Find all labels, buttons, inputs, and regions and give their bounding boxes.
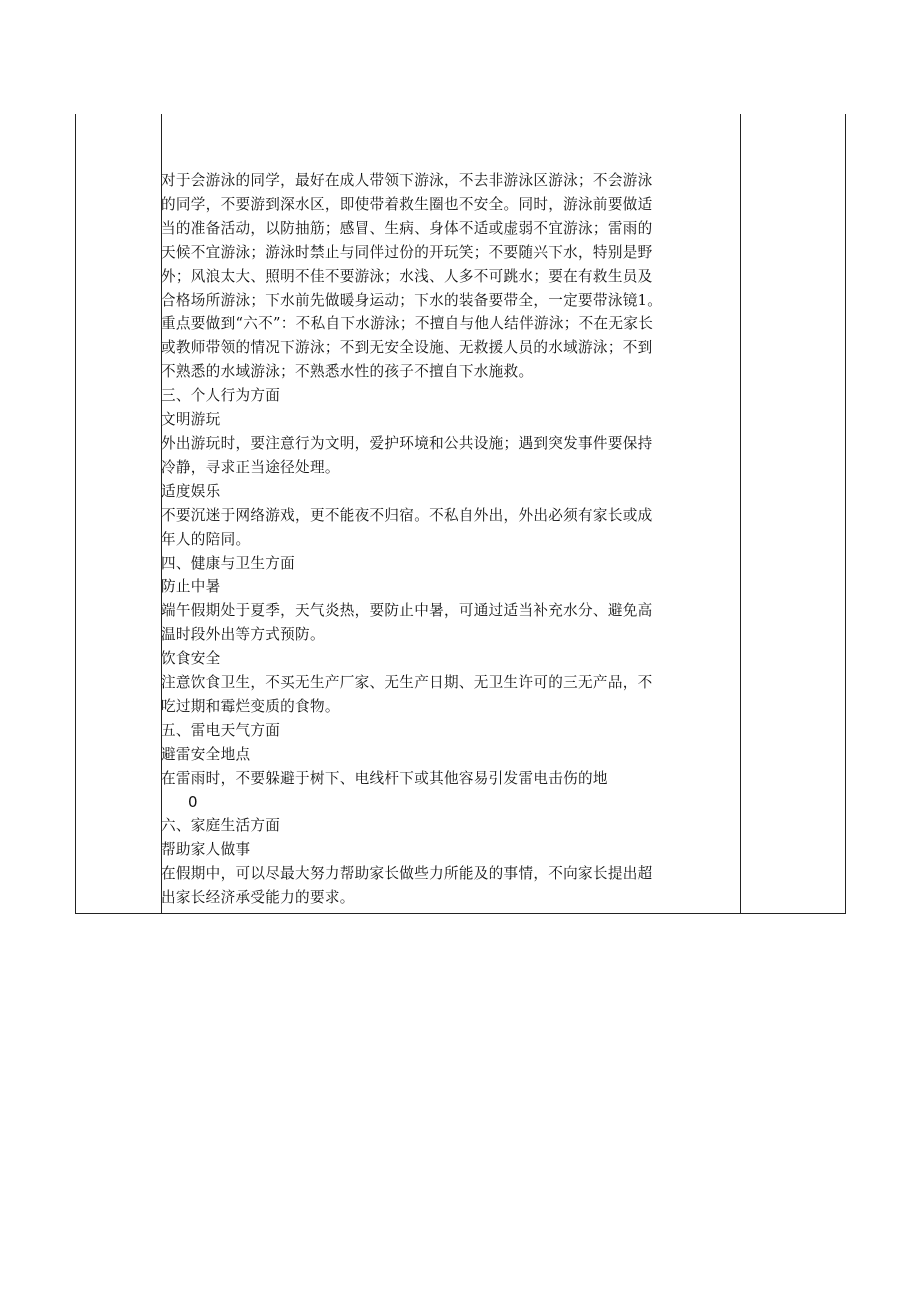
text-line: 外出游玩时，要注意行为文明，爱护环境和公共设施；遇到突发事件要保持 [161, 434, 653, 452]
text-line: 不要沉迷于网络游戏，更不能夜不归宿。不私自外出，外出必须有家长或成 [161, 506, 653, 524]
subheading: 帮助家人做事 [161, 841, 251, 859]
text-line: 端午假期处于夏季，天气炎热，要防止中暑，可通过适当补充水分、避免高 [161, 602, 653, 620]
subheading: 饮食安全 [161, 650, 221, 668]
section-heading: 三、个人行为方面 [161, 387, 281, 405]
subheading: 避雷安全地点 [161, 745, 251, 763]
text-line: 或教师带领的情况下游泳；不到无安全设施、无救援人员的水域游泳；不到 [161, 339, 653, 357]
section-heading: 六、家庭生活方面 [161, 817, 281, 835]
section-heading: 四、健康与卫生方面 [161, 554, 296, 572]
text-line: 天候不宜游泳；游泳时禁止与同伴过份的开玩笑；不要随兴下水，特别是野 [161, 243, 653, 261]
subheading: 适度娱乐 [161, 482, 221, 500]
document-body [161, 169, 739, 910]
subheading: 防止中暑 [161, 578, 221, 596]
text-line: 重点要做到“六不”：不私自下水游泳；不擅自与他人结伴游泳；不在无家长 [161, 315, 654, 333]
column-divider-2 [740, 114, 741, 913]
text-line: 的同学，不要游到深水区，即使带着救生圈也不安全。同时，游泳前要做适 [161, 195, 653, 213]
text-line: 出家长经济承受能力的要求。 [161, 889, 355, 907]
text-line: 注意饮食卫生，不买无生产厂家、无生产日期、无卫生许可的三无产品，不 [161, 674, 653, 692]
text-line: 在雷雨时，不要躲避于树下、电线杆下或其他容易引发雷电击伤的地 [161, 769, 608, 787]
section-heading: 五、雷电天气方面 [161, 721, 281, 739]
text-line: 温时段外出等方式预防。 [161, 626, 325, 644]
text-line: 对于会游泳的同学，最好在成人带领下游泳，不去非游泳区游泳；不会游泳 [161, 172, 653, 189]
text-line: 年人的陪同。 [161, 530, 251, 548]
text-line: 吃过期和霉烂变质的食物。 [161, 697, 340, 715]
text-line: 冷静，寻求正当途径处理。 [161, 458, 340, 476]
text-line: 不熟悉的水域游泳；不熟悉水性的孩子不擅自下水施救。 [161, 363, 534, 381]
text-line: 0 [188, 792, 198, 811]
text-line: 当的准备活动，以防抽筋；感冒、生病、身体不适或虚弱不宜游泳；雷雨的 [161, 219, 653, 237]
text-line: 在假期中，可以尽最大努力帮助家长做些力所能及的事情，不向家长提出超 [161, 865, 653, 883]
subheading: 文明游玩 [161, 411, 221, 429]
text-line: 合格场所游泳；下水前先做暖身运动；下水的装备要带全，一定要带泳镜1。 [161, 291, 663, 309]
text-line: 外；风浪太大、照明不佳不要游泳；水浅、人多不可跳水；要在有救生员及 [161, 267, 653, 285]
